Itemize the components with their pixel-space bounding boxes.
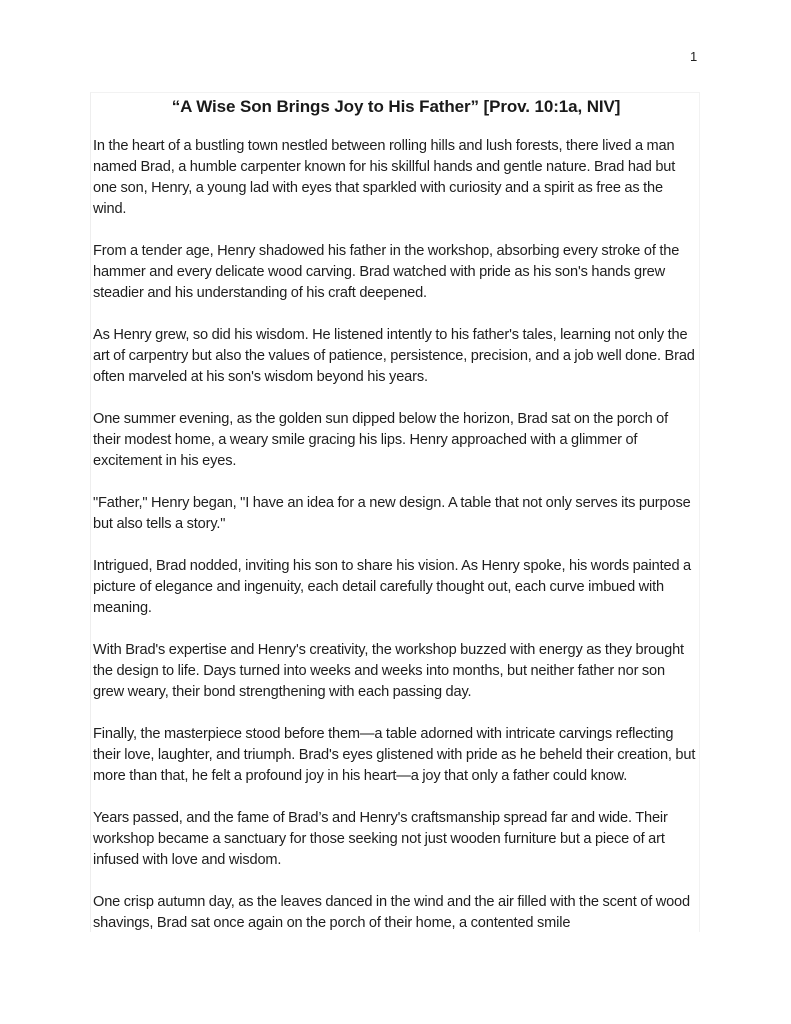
paragraph: Intrigued, Brad nodded, inviting his son to share his vision. As Henry spoke, his words painted a picture of elegance and ingenuity, each detail carefully thought out, each curve imbued with meaning. bbox=[93, 558, 691, 616]
paragraph: Finally, the masterpiece stood before them—a table adorned with intricate carvings reflecting their love, laughter, and triumph. Brad's eyes glistened with pride as he beheld their creation, but more than that, he felt a profound joy in his heart—a joy that only a father could know. bbox=[93, 726, 696, 784]
story-body bbox=[93, 136, 699, 932]
paragraph: In the heart of a bustling town nestled between rolling hills and lush forests, there lived a man named Brad, a humble carpenter known for his skillful hands and gentle nature. Brad had but one son, Henry, a young lad with eyes that sparkled with curiosity and a spirit as free as the wind. bbox=[93, 138, 676, 217]
paragraph: Years passed, and the fame of Brad’s and Henry's craftsmanship spread far and wide. Their workshop became a sanctuary for those seeking not just wooden furniture but a piece of art infused with love and wisdom. bbox=[93, 810, 668, 868]
paragraph: As Henry grew, so did his wisdom. He listened intently to his father's tales, learning not only the art of carpentry but also the values of patience, persistence, precision, and a job well done. Brad often marveled at his son's wisdom beyond his years. bbox=[93, 327, 695, 385]
story-content bbox=[90, 92, 700, 932]
paragraph: One summer evening, as the golden sun dipped below the horizon, Brad sat on the porch of their modest home, a weary smile gracing his lips. Henry approached with a glimmer of excitement in his eyes. bbox=[93, 411, 669, 469]
paragraph: From a tender age, Henry shadowed his father in the workshop, absorbing every stroke of the hammer and every delicate wood carving. Brad watched with pride as his son's hands grew steadier and his understanding of his craft deepened. bbox=[93, 243, 680, 301]
paragraph: One crisp autumn day, as the leaves danced in the wind and the air filled with the scent of wood shavings, Brad sat once again on the porch of their home, a contented smile bbox=[93, 894, 690, 931]
paragraph: "Father," Henry began, "I have an idea for a new design. A table that not only serves its purpose but also tells a story." bbox=[93, 495, 691, 532]
paragraph: With Brad's expertise and Henry's creativity, the workshop buzzed with energy as they brought the design to life. Days turned into weeks and weeks into months, but neither father nor son grew weary, their bond strengthening with each passing day. bbox=[93, 642, 684, 700]
page-number: 1 bbox=[690, 49, 698, 64]
story-title: “A Wise Son Brings Joy to His Father” [Prov. 10:1a, NIV] bbox=[171, 97, 621, 116]
